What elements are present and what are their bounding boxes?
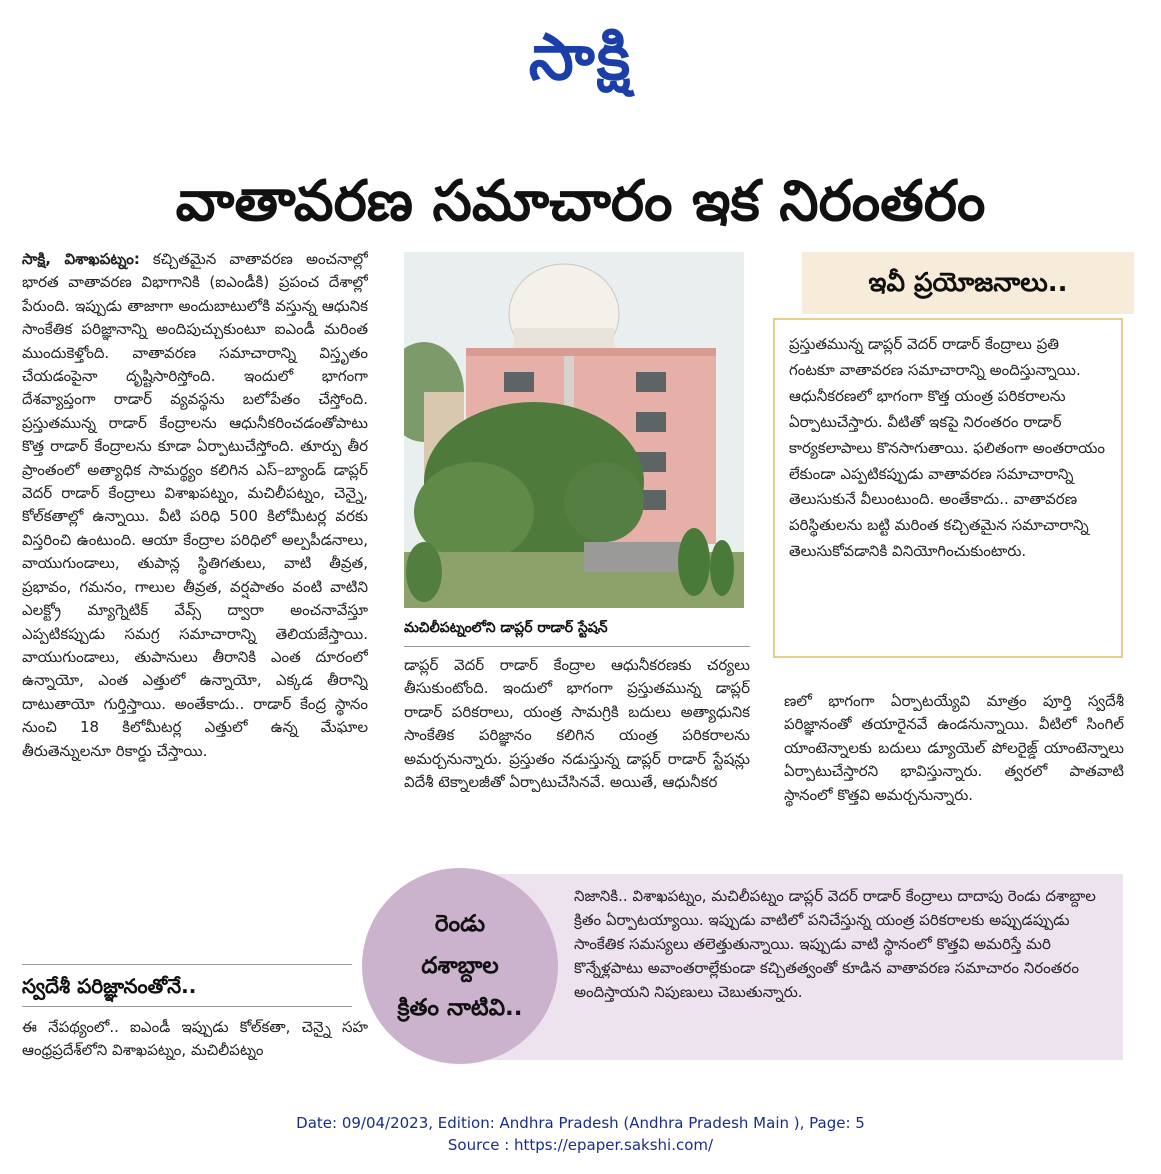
- column-1-divider-bottom: [22, 1006, 352, 1007]
- caption-divider: [404, 646, 750, 647]
- sidebar-heading: ఇవీ ప్రయోజనాలు..: [802, 252, 1134, 314]
- footer-edition-info: Date: 09/04/2023, Edition: Andhra Pradesh (Andhra Pradesh Main ), Page: 5: [296, 1114, 865, 1132]
- footer-source: Source : https://epaper.sakshi.com/: [447, 1136, 714, 1154]
- article-column-1: [22, 248, 368, 960]
- article-column-2: డాప్లర్ వెదర్ రాడార్ కేంద్రాల ఆధునీకరణకు చర్యలు తీసుకుంటోంది. ఇందులో భాగంగా ప్రస్తుతమున్న డాప్లర్ రాడార్ పరికరాలు, యంత్ర సామగ్రికి బదులు అత్యాధునిక సాంకేతిక పరిజ్ఞానం కలిగిన యంత్ర పరికరాలను అమర్చనున్నారు. ప్రస్తుతం నడుస్తున్న డాప్లర్ రాడార్ స్టేషన్లు విదేశీ టెక్నాలజీతో ఏర్పాటుచేసినవే. అయితే, ఆధునీకర: [404, 656, 750, 792]
- column-1-continuation: ఈ నేపథ్యంలో.. ఐఎండీ ఇప్పుడు కోల్‌కతా, చెన్నై సహ ఆంధ్రప్రదేశ్‌లోని విశాఖపట్నం, మచిలీపట్నం: [22, 1018, 368, 1060]
- sidebar-box: [773, 318, 1123, 658]
- radar-station-photo: [404, 252, 744, 608]
- article-headline: వాతావరణ సమాచారం ఇక నిరంతరం: [175, 169, 986, 234]
- photo-caption: మచిలీపట్నంలోని డాప్లర్ రాడార్ స్టేషన్: [404, 620, 608, 636]
- pullquote-line-1: రెండు: [434, 911, 486, 937]
- column-1-divider-top: [22, 964, 352, 965]
- pullquote-line-2: దశాబ్దాల: [421, 953, 499, 979]
- masthead-logo: సాక్షి: [528, 21, 633, 95]
- subheading: స్వదేశీ పరిజ్ఞానంతోనే..: [22, 974, 197, 998]
- article-column-3: ణలో భాగంగా ఏర్పాటయ్యేవి మాత్రం పూర్తి స్వదేశీ పరిజ్ఞానంతో తయారైనవే ఉండనున్నాయి. వీటిలో సింగిల్ యాంటెన్నాలకు బదులు డ్యూయెల్ పోలరైజ్డ్ యాంటెన్నాలు ఏర్పాటుచేస్తారని భావిస్తున్నారు. త్వరలో పాతవాటి స్థానంలో కొత్తవి అమర్చనున్నారు.: [784, 692, 1124, 804]
- radar-station-illustration: [404, 252, 744, 608]
- sidebar-body: ప్రస్తుతమున్న డాప్లర్ వెదర్ రాడార్ కేంద్రాలు ప్రతి గంటకూ వాతావరణ సమాచారాన్ని అందిస్తున్నాయి. ఆధునీకరణలో భాగంగా కొత్త యంత్ర పరికరాలను ఏర్పాటుచేస్తారు. వీటితో ఇకపై నిరంతరం రాడార్ కార్యకలాపాలు కొనసాగుతాయి. ఫలితంగా అంతరాయం లేకుండా ఎప్పటికప్పుడు వాతావరణ సమాచారాన్ని తెలుసుకునే వీలుంటుంది. అంతేకాదు.. వాతావరణ పరిస్థితులను బట్టి మరింత కచ్చితమైన సమాచారాన్ని తెలుసుకోవడానికి వినియోగించుకుంటారు.: [789, 335, 1105, 561]
- pullquote-line-3: క్రితం నాటివి..: [397, 995, 523, 1021]
- dateline: సాక్షి, విశాఖపట్నం:: [22, 250, 140, 268]
- pullquote-body: నిజానికి.. విశాఖపట్నం, మచిలీపట్నం డాప్లర్ వెదర్ రాడార్ కేంద్రాలు దాదాపు రెండు దశాబ్దాల క్రితం ఏర్పాటయ్యాయి. ఇప్పుడు వాటిలో పనిచేస్తున్న యంత్ర పరికరాలకు అప్పుడప్పుడు సాంకేతిక సమస్యలు తలెత్తుతున్నాయి. ఇప్పుడు వాటి స్థానంలో కొత్తవి అమరిస్తే మరి కొన్నేళ్లపాటు అవాంతరాల్లేకుండా కచ్చితత్వంతో కూడిన వాతావరణ సమాచారం నిరంతరం అందిస్తాయని నిపుణులు చెబుతున్నారు.: [574, 887, 1096, 1001]
- pullquote-circle: [362, 868, 558, 1064]
- column-1-body: కచ్చితమైన వాతావరణ అంచనాల్లో భారత వాతావరణ విభాగానికి (ఐఎండీకి) ప్రపంచ దేశాల్లో పేరుంది. ఇప్పుడు తాజాగా అందుబాటులోకి వస్తున్న ఆధునిక సాంకేతిక పరిజ్ఞానాన్ని అందిపుచ్చుకుంటూ ఐఎండీ మరింత ముందుకెళ్తోంది. వాతావరణ సమాచారాన్ని విస్తృతం చేయడంపైనా దృష్టిసారిస్తోంది. ఇందులో భాగంగా దేశవ్యాప్తంగా రాడార్ వ్యవస్థను బలోపేతం చేస్తోంది. ప్రస్తుతమున్న రాడార్ కేంద్రాలను ఆధునీకరించడంతోపాటు కొత్త రాడార్ కేంద్రాలను కూడా ఏర్పాటుచేస్తోంది. తూర్పు తీర ప్రాంతంలో అత్యాధిక సామర్థ్యం కలిగిన ఎస్–బ్యాండ్ డాప్లర్ వెదర్ రాడార్ కేంద్రాలు విశాఖపట్నం, మచిలీపట్నం, చెన్నై, కోల్‌కతాల్లో ఉన్నాయి. వీటి పరిధి 500 కిలోమీటర్ల వరకు విస్తరించి ఉంటుంది. ఆయా కేంద్రాల పరిధిలో అల్పపీడనాలు, వాయుగుండాలు, తుపాన్ల స్థితిగతులు, వాటి తీవ్రత, ప్రభావం, గమనం, గాలుల తీవ్రత, వర్షపాతం వంటి వాటిని ఎలక్ట్రో మ్యాగ్నెటిక్ వేవ్స్ ద్వారా అంచనావేస్తూ ఎప్పటికప్పుడు సమగ్ర సమాచారాన్ని తెలియజేస్తాయి. వాయుగుండాలు, తుపానులు తీరానికి ఎంత దూరంలో ఉన్నాయో, ఎంత ఎత్తులో ఉన్నాయో, ఎక్కడ తీరాన్ని దాటుతాయో గుర్తిస్తాయి. అంతేకాదు.. రాడార్ కేంద్ర స్థానం నుంచి 18 కిలోమీటర్ల ఎత్తులో ఉన్న మేఘాల తీరుతెన్నులనూ రికార్డు చేస్తాయి.: [22, 250, 368, 760]
